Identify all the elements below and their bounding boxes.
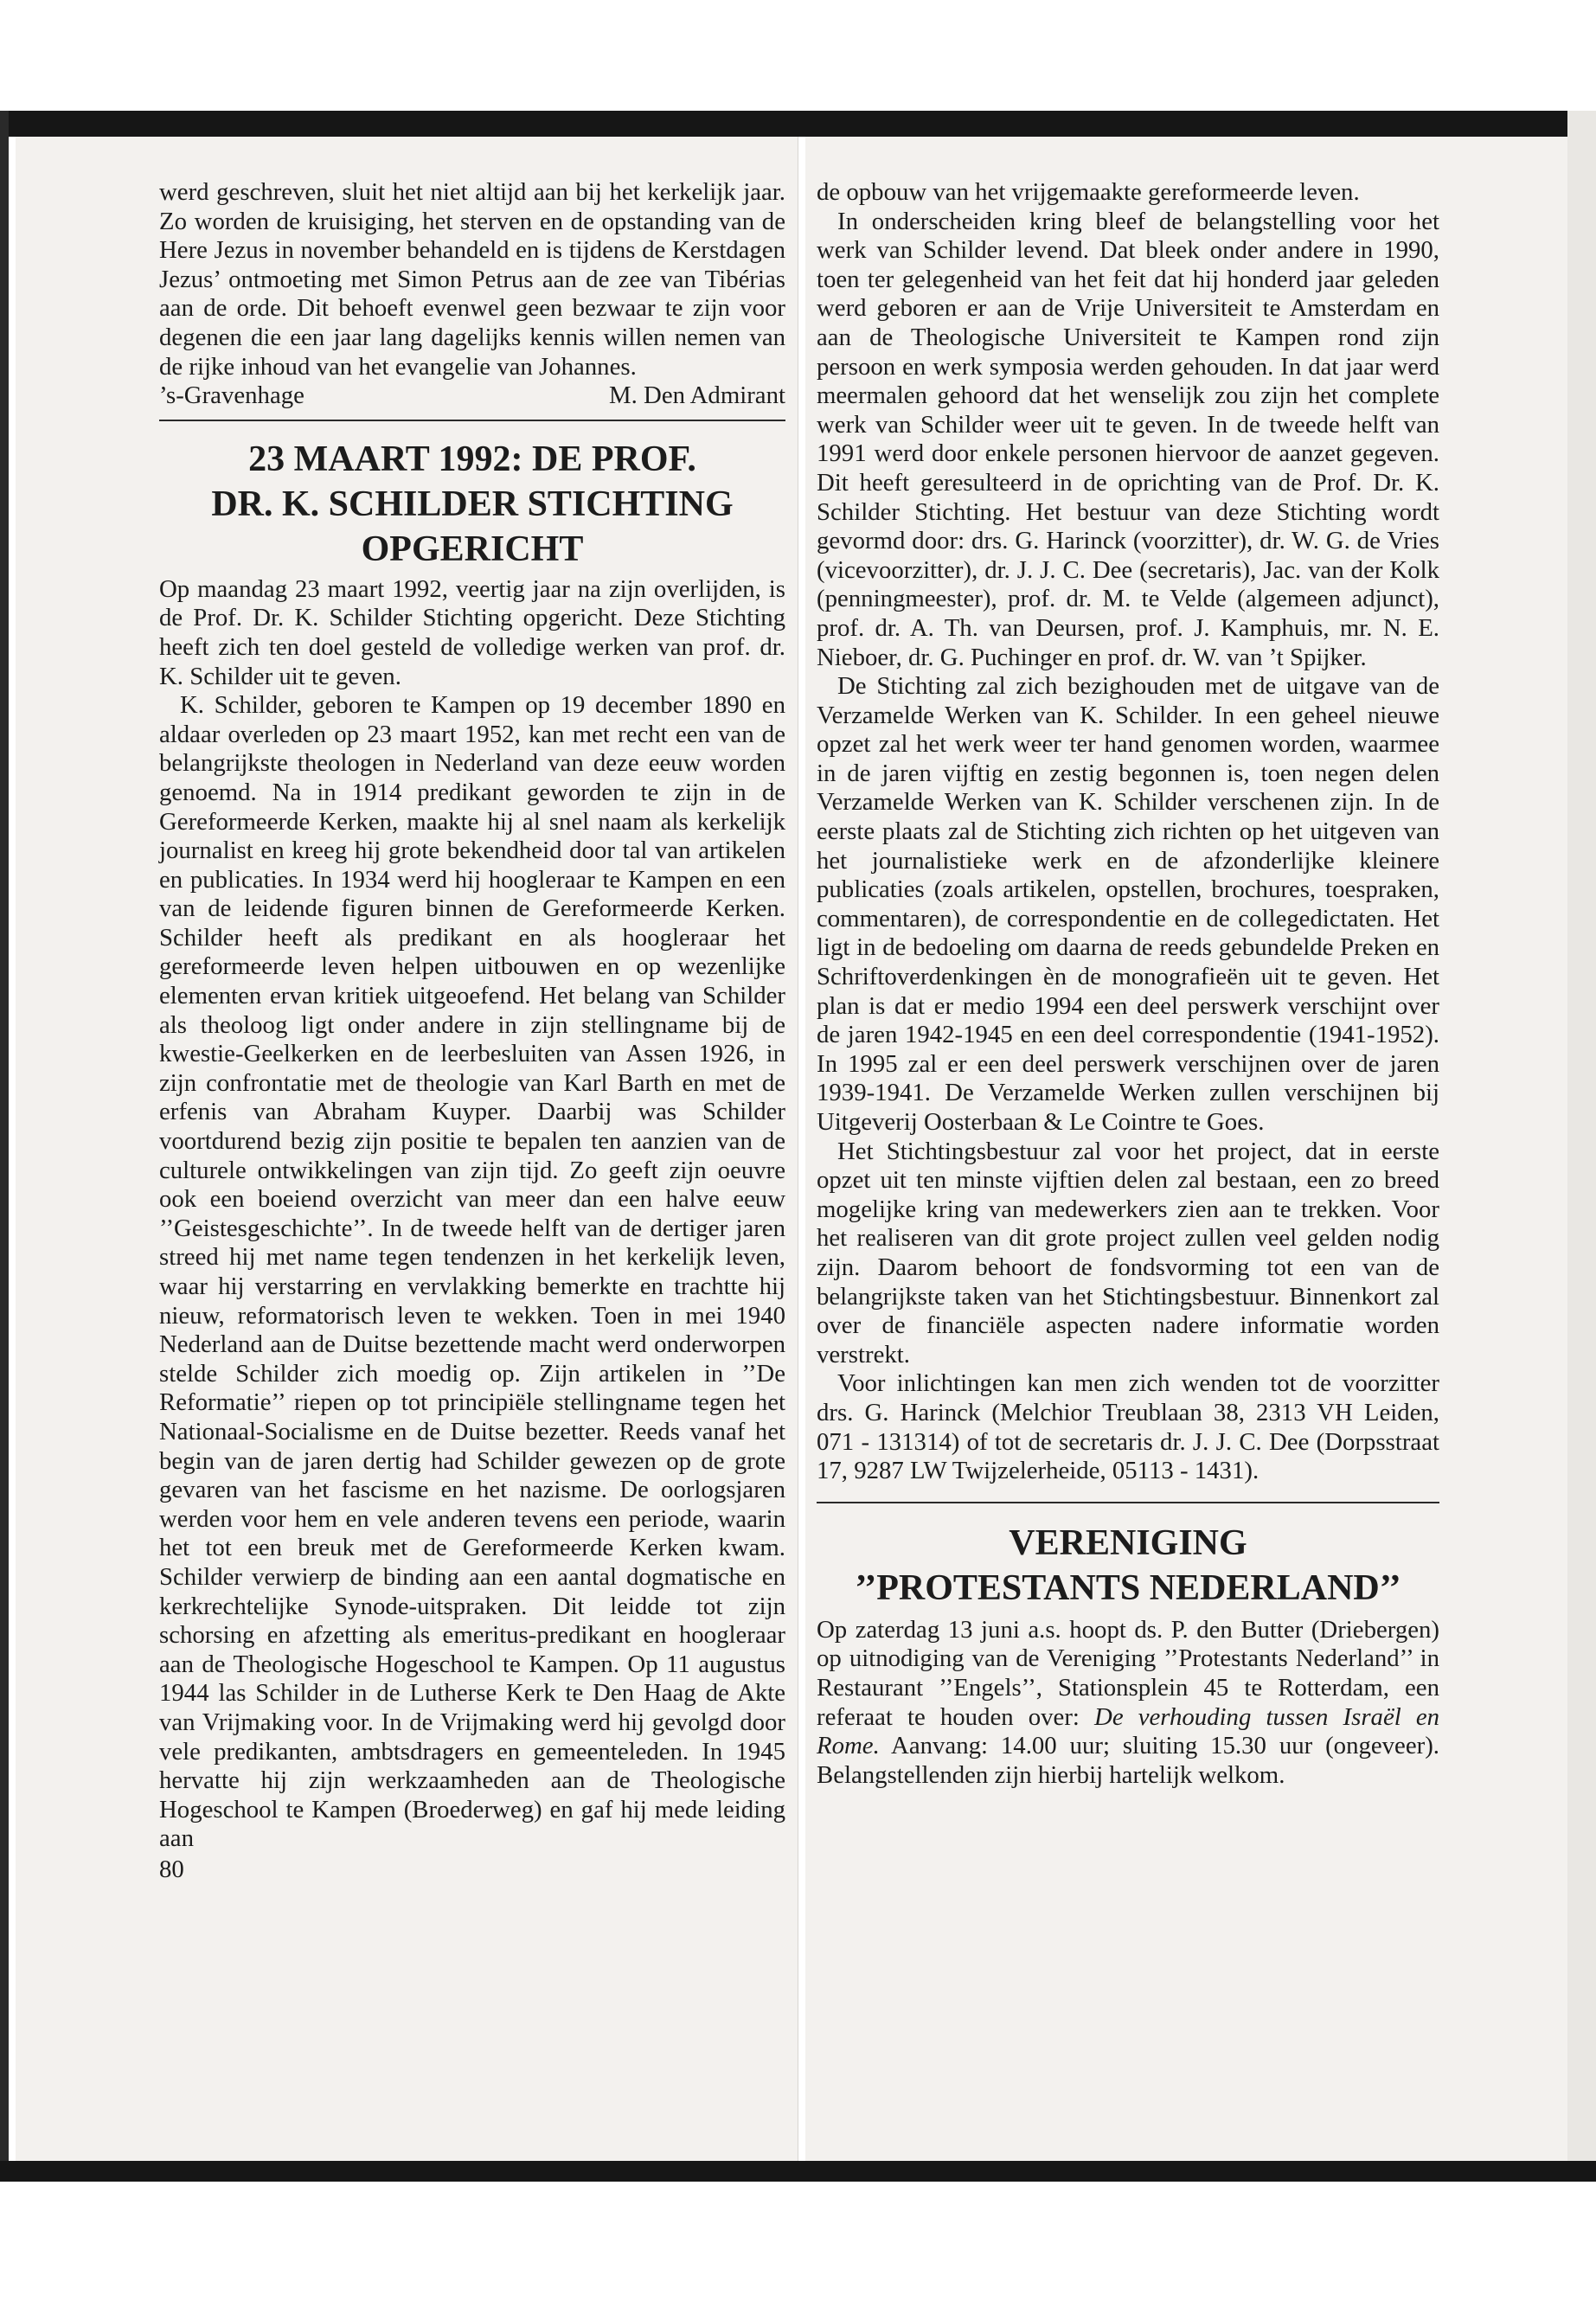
left-column (159, 178, 785, 1884)
scan-left-border (0, 111, 9, 2182)
article-divider (159, 420, 785, 421)
lecture-title: De verhouding tussen Israël en Rome. (817, 1702, 1440, 1760)
vereniging-article-title (817, 1521, 1439, 1611)
notice-text-after: Aanvang: 14.00 uur; sluiting 15.30 uur (ongeveer). Belangstellenden zijn hierbij hartelijk welkom. (817, 1732, 1439, 1789)
article-paragraph: Op maandag 23 maart 1992, veertig jaar na zijn overlijden, is de Prof. Dr. K. Schilder Stichting opgericht. Deze Stichting heeft zich ten doel gesteld de volledige werken van prof. dr. K. Schilder uit te geven. (159, 574, 785, 690)
schilder-article-title (159, 437, 785, 572)
title-line: 23 MAART 1992: DE PROF. (248, 439, 696, 479)
scan-bottom-border (0, 2161, 1596, 2182)
article-paragraph: de opbouw van het vrijgemaakte gereformeerde leven. (817, 178, 1360, 206)
page-number: 80 (159, 1855, 184, 1883)
scan-right-edge (1567, 111, 1596, 2182)
lecture-notice (817, 1616, 1439, 1791)
article-divider (817, 1502, 1439, 1503)
signature-place: ’s-Gravenhage (159, 381, 304, 410)
title-line: VERENIGING (1009, 1522, 1247, 1563)
title-line: DR. K. SCHILDER STICHTING (211, 484, 734, 524)
article-signature (159, 381, 785, 411)
article-paragraph: K. Schilder, geboren te Kampen op 19 december 1890 en aldaar overleden op 23 maart 1952, kan met recht een van de belangrijkste theologen in Nederland van deze eeuw worden genoemd. Na in 1914 predikant geworden te zijn in de Gereformeerde Kerken, maakte hij al snel naam als kerkelijk journalist en kreeg hij grote bekendheid door tal van artikelen en publicaties. In 1934 werd hij hoogleraar te Kampen en een van de leidende figuren binnen de Gereformeerde Kerken. Schilder heeft als predikant en als hoogleraar het gereformeerde leven helpen uitbouwen en op wezenlijke elementen ervan kritiek uitgeoefend. Het belang van Schilder als theoloog ligt onder andere in zijn stellingname bij de kwestie-Geelkerken en de leerbesluiten van Assen 1926, in zijn confrontatie met de theologie van Karl Barth en met de erfenis van Abraham Kuyper. Daarbij was Schilder voortdurend bezig zijn positie te bepalen ten aanzien van de culturele ontwikkelingen van zijn tijd. Zo geeft zijn oeuvre ook een boeiend overzicht van meer dan een halve eeuw ’’Geistesgeschichte’’. In de tweede helft van de dertiger jaren streed hij met name tegen tendenzen in het kerkelijk leven, waar hij verstarring en vervlakking bemerkte en trachtte hij nieuw, reformatorisch leven te wekken. Toen in mei 1940 Nederland aan de Duitse bezettende macht werd onderworpen stelde Schilder zich moedig op. Zijn artikelen in ’’De Reformatie’’ riepen op tot principiële stellingname tegen het Nationaal-Socialisme en de Duitse bezetter. Reeds vanaf het begin van de jaren dertig had Schilder gewezen op de grote gevaren van het fascisme en het nazisme. De oorlogsjaren werden voor hem en vele anderen tevens een periode, waarin het tot een breuk met de Gereformeerde Kerken kwam. Schilder verwierp de binding aan een aantal dogmatische en kerkrechtelijke Synode-uitspraken. Dit leidde tot zijn schorsing en afzetting als emeritus-predikant en hoogleraar aan de Theologische Hogeschool te Kampen. Op 11 augustus 1944 las Schilder in de Lutherse Kerk te Den Haag de Akte van Vrijmaking voor. In de Vrijmaking werd hij gevolgd door vele predikanten, ambtsdragers en gemeenteleden. In 1945 hervatte hij zijn werkzaamheden aan de Theologische Hogeschool te Kampen (Broederweg) en gaf hij mede leiding aan (159, 691, 785, 1853)
article-paragraph: Voor inlichtingen kan men zich wenden tot de voorzitter drs. G. Harinck (Melchior Treublaan 38, 2313 VH Leiden, 071 - 131314) of tot de secretaris dr. J. J. C. Dee (Dorpsstraat 17, 9287 LW Twijzelerheide, 05113 - 1431). (817, 1369, 1439, 1485)
column-gutter (798, 137, 805, 2161)
scan-top-border (0, 111, 1596, 137)
article-paragraph: De Stichting zal zich bezighouden met de uitgave van de Verzamelde Werken van K. Schilder. In een geheel nieuwe opzet zal het werk weer ter hand genomen worden, waarmee in de jaren vijftig en zestig begonnen is, toen negen delen Verzamelde Werken van K. Schilder verschenen zijn. In de eerste plaats zal de Stichting zich richten op het uitgeven van het journalistieke werk en de afzonderlijke kleinere publicaties (zoals artikelen, opstellen, brochures, toespraken, commentaren), de correspondentie en de collegedictaten. Het ligt in de bedoeling om daarna de reeds gebundelde Preken en Schriftoverdenkingen èn de monografieën uit te geven. Het plan is dat er medio 1994 een deel perswerk verschijnt over de jaren 1942-1945 en een deel correspondentie (1941-1952). In 1995 zal er een deel perswerk verschijnen over de jaren 1939-1941. De Verzamelde Werken zullen verschijnen bij Uitgeverij Oosterbaan & Le Cointre te Goes. (817, 672, 1439, 1136)
signature-author: M. Den Admirant (609, 381, 785, 410)
article-paragraph: Het Stichtingsbestuur zal voor het project, dat in eerste opzet uit ten minste vijftien delen zal bestaan, een zo breed mogelijke kring van medewerkers zien aan te trekken. Voor het realiseren van dit grote project zullen veel gelden nodig zijn. Daarom behoort de fondsvorming tot een van de belangrijkste taken van het Stichtingsbestuur. Binnenkort zal over de financiële aspecten nadere informatie worden verstrekt. (817, 1137, 1439, 1368)
article-paragraph: In onderscheiden kring bleef de belangstelling voor het werk van Schilder levend. Dat bleek onder andere in 1990, toen ter gelegenheid van het feit dat hij honderd jaar geleden werd geboren er aan de Vrije Universiteit te Amsterdam en aan de Theologische Universiteit te Kampen rond zijn persoon en werk symposia werden gehouden. In dat jaar werd meermalen gehoord dat het wenselijk zou zijn het complete werk van Schilder weer uit te geven. In de tweede helft van 1991 werd door enkele personen hiervoor de aanzet gegeven. Dit heeft geresulteerd in de oprichting van de Prof. Dr. K. Schilder Stichting. Het bestuur van deze Stichting wordt gevormd door: drs. G. Harinck (voorzitter), dr. W. G. de Vries (vicevoorzitter), dr. J. J. C. Dee (secretaris), Jac. van der Kolk (penningmeester), prof. dr. M. te Velde (algemeen adjunct), prof. dr. A. Th. van Deursen, prof. J. Kamphuis, mr. N. E. Nieboer, dr. G. Puchinger en prof. dr. W. van ’t Spijker. (817, 207, 1439, 671)
title-line: OPGERICHT (361, 529, 584, 569)
previous-article-continuation: werd geschreven, sluit het niet altijd aan bij het kerkelijk jaar. Zo worden de kruisiging, het sterven en de opstanding van de Here Jezus in november behandeld en is tijdens de Kerstdagen Jezus’ ontmoeting met Simon Petrus aan de zee van Tibérias aan de orde. Dit behoeft evenwel geen bezwaar te zijn voor degenen die een jaar lang dagelijks kennis willen nemen van de rijke inhoud van het evangelie van Johannes. (159, 178, 785, 381)
notice-text-before: Op zaterdag 13 juni a.s. hoopt ds. P. den Butter (Driebergen) op uitnodiging van de Vereniging ’’Protestants Nederland’’ in Restaurant ’’Engels’’, Stationsplein 45 te Rotterdam, een referaat te houden over: (817, 1615, 1439, 1731)
title-line: ’’PROTESTANTS NEDERLAND’’ (855, 1567, 1401, 1608)
right-column (817, 178, 1439, 1790)
